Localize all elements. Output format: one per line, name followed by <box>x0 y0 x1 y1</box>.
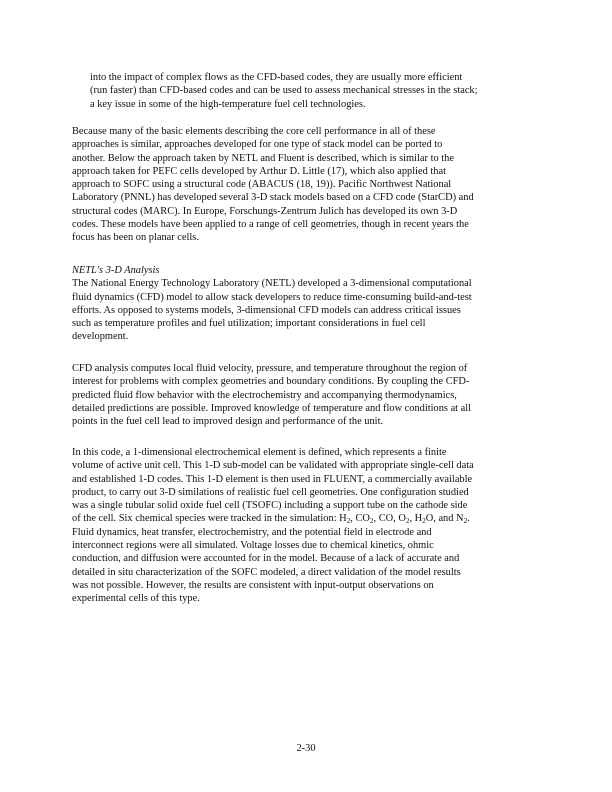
subscript: 2 <box>463 517 468 526</box>
paragraph-continued <box>90 71 478 111</box>
text-line: interest for problems with complex geometries and boundary conditions. By coupling the CFD- <box>72 376 470 388</box>
text-line: was a single tubular solid oxide fuel cell (TSOFC) including a support tube on the cathode side <box>72 500 468 512</box>
text-line: (run faster) than CFD-based codes and can be used to assess mechanical stresses in the stack; <box>90 85 478 97</box>
text-line: focus has been on planar cells. <box>72 232 199 244</box>
text-line: approach taken for PEFC cells developed by Arthur D. Little (17), which also applied that <box>72 165 446 177</box>
species-suffix: . <box>467 513 470 525</box>
species-text: O, and N <box>425 513 464 525</box>
text-line: efforts. As opposed to systems models, 3-dimensional CFD models can address critical issues <box>72 304 461 316</box>
text-line: approach to SOFC using a structural code (ABACUS (18, 19)). Pacific Northwest National <box>72 179 452 191</box>
text-line: development. <box>72 331 129 343</box>
text-line: a key issue in some of the high-temperature fuel cell technologies. <box>90 98 366 110</box>
text-line: volume of active unit cell. This 1-D sub-model can be validated with appropriate single-cell data <box>72 460 474 472</box>
text-line: another. Below the approach taken by NETL and Fluent is described, which is similar to the <box>72 152 454 164</box>
text-line: CFD analysis computes local fluid velocity, pressure, and temperature throughout the region of <box>72 363 468 374</box>
text-line: fluid dynamics (CFD) model to allow stack developers to reduce time-consuming build-and-test <box>72 291 472 303</box>
subscript: 2 <box>422 517 426 526</box>
text-line: structural codes (MARC). In Europe, Forschungs-Zentrum Julich has developed its own 3-D <box>72 205 458 217</box>
subscript: 2 <box>369 517 374 526</box>
subscript: 2 <box>346 517 351 526</box>
text-line: was not possible. However, the results are consistent with input-output observations on <box>72 579 434 591</box>
text-line: and established 1-D codes. This 1-D element is then used in FLUENT, a commercially available <box>72 473 473 485</box>
paragraph-cfd <box>72 362 471 428</box>
paragraph-approaches <box>72 125 474 245</box>
species-prefix: of the cell. Six chemical species were tracked in the simulation: H <box>72 513 347 525</box>
text-line: conduction, and diffusion were accounted for in the model. Because of a lack of accurate and <box>72 553 460 565</box>
section-netl <box>72 264 472 344</box>
text-line: approaches is similar, approaches developed for one type of stack model can be ported to <box>72 139 443 151</box>
species-text: , CO <box>350 513 370 525</box>
page-number: 2-30 <box>296 743 316 754</box>
species-line <box>72 512 474 525</box>
paragraph-code <box>72 446 474 606</box>
text-line: into the impact of complex flows as the CFD-based codes, they are usually more efficient <box>90 72 463 83</box>
text-line: codes. These models have been applied to a range of cell geometries, though in recent years the <box>72 219 469 231</box>
text-line: such as temperature profiles and fuel utilization; important considerations in fuel cell <box>72 318 426 330</box>
text-line: points in the fuel cell lead to improved design and performance of the unit. <box>72 416 384 428</box>
text-line: Because many of the basic elements describing the core cell performance in all of these <box>72 126 436 137</box>
text-line: experimental cells of this type. <box>72 593 200 605</box>
section-heading: NETL's 3-D Analysis <box>72 265 160 276</box>
subscript: 2 <box>405 517 410 526</box>
text-line: In this code, a 1-dimensional electrochemical element is defined, which represents a finite <box>72 447 447 458</box>
text-line: product, to carry out 3-D similations of realistic fuel cell geometries. One configuration studied <box>72 486 469 498</box>
text-line: The National Energy Technology Laboratory (NETL) developed a 3-dimensional computational <box>72 278 472 290</box>
text-line: detailed predictions are possible. Improved knowledge of temperature and flow conditions at all <box>72 402 472 414</box>
text-line: detailed in situ characterization of the SOFC modeled, a direct validation of the model results <box>72 566 461 578</box>
text-line: predicted fluid flow behavior with the electrochemistry and accompanying thermodynamics, <box>72 389 457 401</box>
text-line: Laboratory (PNNL) has developed several 3-D stack models based on a CFD code (StarCD) and <box>72 192 474 204</box>
species-text: , H <box>409 513 423 525</box>
species-text: , CO, O <box>373 513 406 525</box>
text-line: interconnect regions were all simulated. Voltage losses due to chemical kinetics, ohmic <box>72 540 434 552</box>
text-line: Fluid dynamics, heat transfer, electrochemistry, and the potential field in electrode and <box>72 526 432 538</box>
